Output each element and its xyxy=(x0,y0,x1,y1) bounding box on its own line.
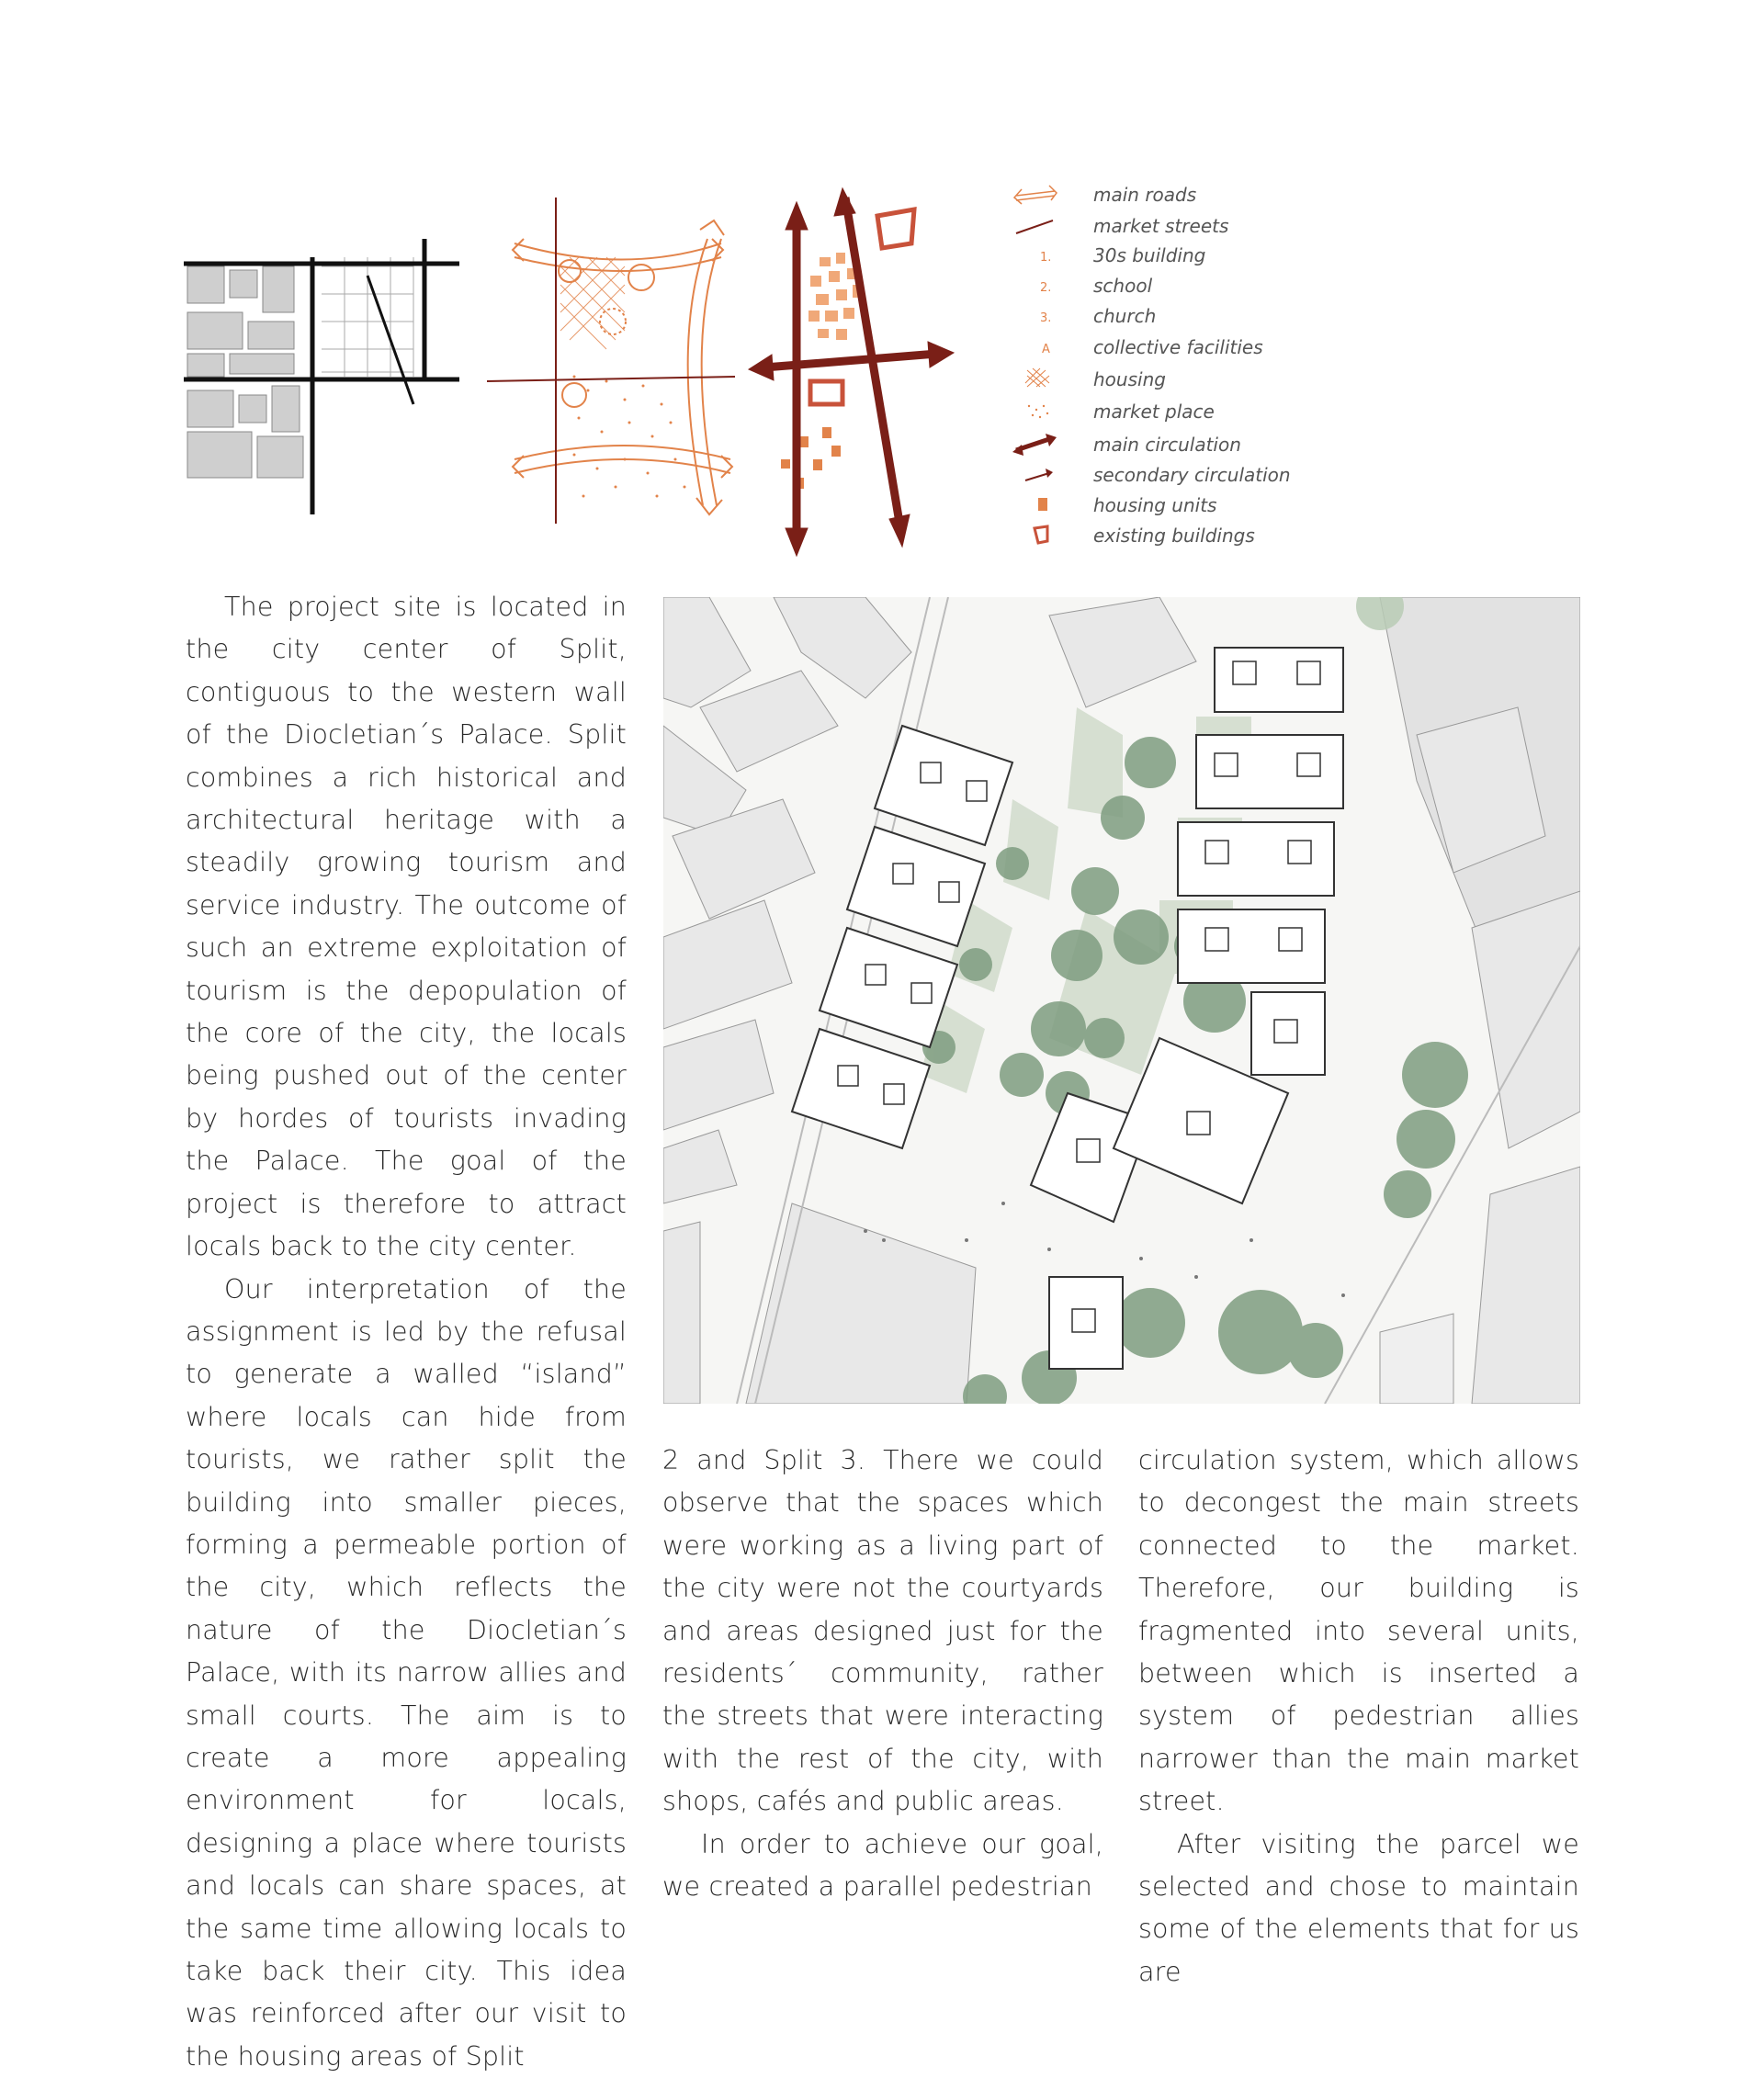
legend-label: housing xyxy=(1093,368,1166,390)
thin-arrow-icon xyxy=(1012,462,1058,486)
outlined-block-icon xyxy=(1012,523,1058,547)
legend-label: existing buildings xyxy=(1093,525,1255,547)
body-paragraph: Our interpretation of the assignment is led by the refusal to generate a walled “island” where locals can hide from tourists, we rather split the building into smaller pieces, forming a permeable portion of the city, which reflects the nature of the Diocletian´s Palace, with its narrow allies and small courts. The aim is to create a more appealing environment for locals, designing a place where tourists and locals can share spaces, at the same time allowing locals to take back their city. This idea was reinforced after our visit to the housing areas of Split xyxy=(186,1269,627,2078)
number-three-icon xyxy=(1012,305,1058,329)
sketch-numbered-circles xyxy=(559,260,654,407)
legend-label: collective facilities xyxy=(1093,336,1263,358)
circulation-diagram xyxy=(744,184,956,560)
legend-label: main roads xyxy=(1093,184,1196,206)
body-paragraph: circulation system, which allows to decongest the main streets connected to the market. Therefore, our building is fragmented into several units, between which is inserted a system of pedestrian allies narrower than the main market street. xyxy=(1138,1440,1579,1824)
body-paragraph: The project site is located in the city center of Split, contiguous to the western wall of the Diocletian´s Palace. Split combines a rich historical and architectural heritage with a steadily growing tourism and service industry. The outcome of such an extreme exploitation of tourism is the depopulation of the core of the city, the locals being pushed out of the center by hordes of tourists invading the Palace. The goal of the project is therefore to attract locals back to the city center. xyxy=(186,586,627,1269)
sketch-roads xyxy=(514,239,730,505)
figure-ground-street-grid xyxy=(322,257,413,377)
legend-label: 30s building xyxy=(1093,244,1205,266)
legend-label: main circulation xyxy=(1093,434,1241,456)
number-one-icon xyxy=(1012,244,1058,268)
legend-label: market streets xyxy=(1093,215,1228,237)
sketch-dots-area xyxy=(573,376,686,498)
body-paragraph: In order to achieve our goal, we created a parallel pedestrian xyxy=(662,1824,1103,1909)
orange-block-icon xyxy=(1012,492,1058,516)
figure-ground-blocks xyxy=(187,266,303,478)
small-units-south xyxy=(781,427,841,489)
thick-arrow-icon xyxy=(1012,432,1058,456)
letter-a-icon xyxy=(1012,336,1058,360)
body-paragraph: 2 and Split 3. There we could observe that the spaces which were working as a living part of the city were not the courtyards and areas designed just for the residents´ community, rather the streets that were interacting with the rest of the city, with shops, cafés and public areas. xyxy=(662,1440,1103,1824)
legend-label: school xyxy=(1093,275,1152,297)
body-paragraph: After visiting the parcel we selected and chose to maintain some of the elements that for us are xyxy=(1138,1824,1579,1994)
dark-line-icon xyxy=(1012,215,1058,239)
site-plan-image xyxy=(663,597,1580,1404)
number-two-icon xyxy=(1012,275,1058,299)
text-column-1 xyxy=(186,586,627,2078)
legend-label: market place xyxy=(1093,401,1215,423)
figure-ground-diagram xyxy=(184,239,469,514)
sketch-concept-diagram xyxy=(487,193,753,528)
text-column-2 xyxy=(662,1440,1103,1908)
legend-label: church xyxy=(1093,305,1156,327)
legend-label: secondary circulation xyxy=(1093,464,1291,486)
text-column-3 xyxy=(1138,1440,1579,1993)
crosshatch-icon xyxy=(1012,367,1058,390)
svg-text:1.: 1. xyxy=(1040,251,1051,265)
svg-text:A: A xyxy=(1042,343,1050,356)
svg-text:2.: 2. xyxy=(1040,281,1051,295)
diagram-legend xyxy=(1012,182,1325,549)
double-arrow-outline-icon xyxy=(1012,184,1058,208)
dots-icon xyxy=(1012,399,1058,423)
svg-text:3.: 3. xyxy=(1040,311,1051,325)
legend-label: housing units xyxy=(1093,494,1216,516)
main-circulation-arrows xyxy=(749,188,954,556)
